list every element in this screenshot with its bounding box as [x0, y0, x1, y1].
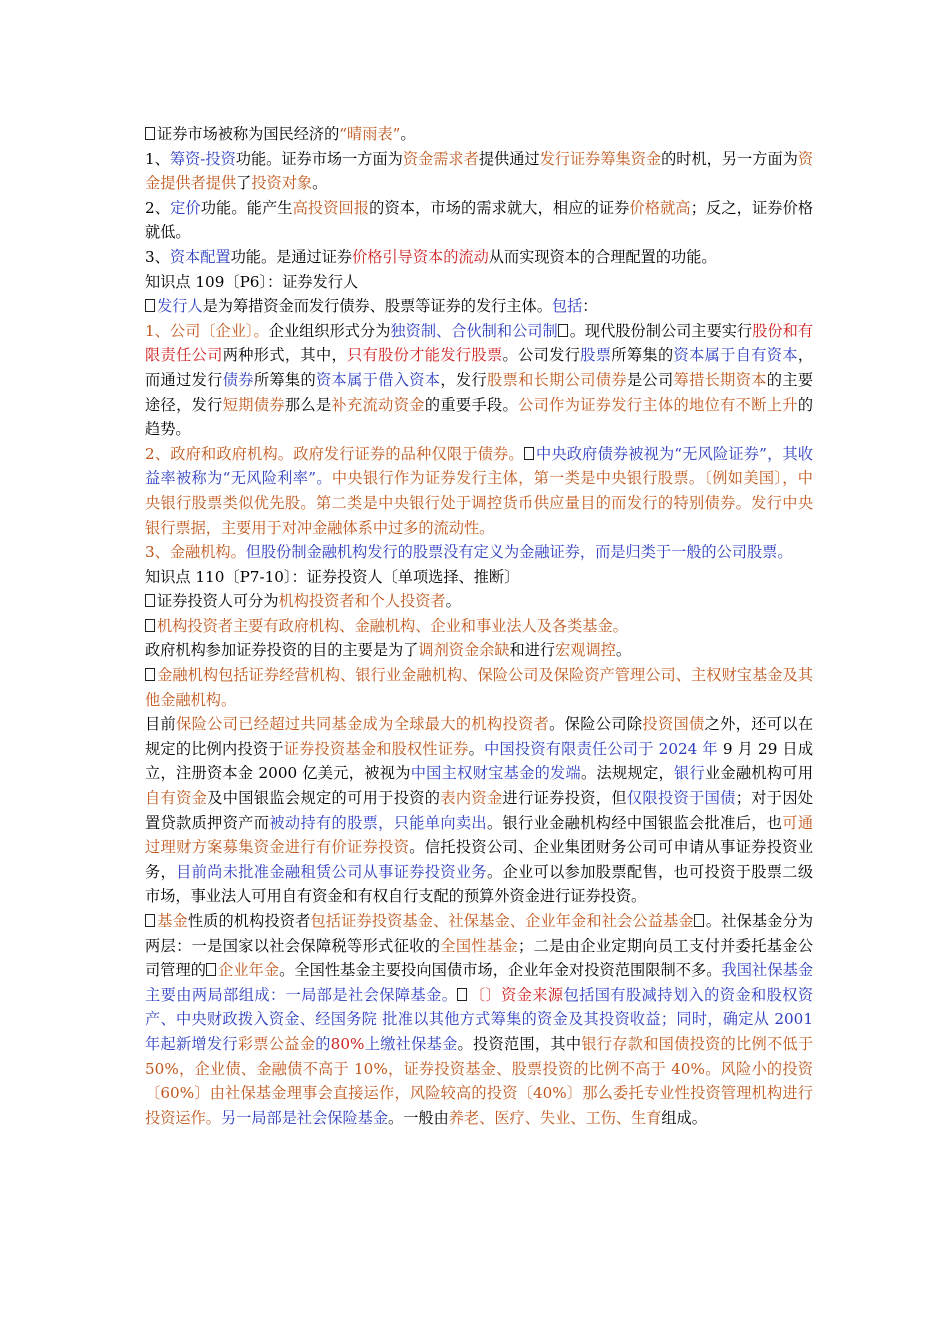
text-run: 机构投资者和个人投资者: [278, 592, 446, 611]
para-2: [145, 147, 813, 196]
text-run: 。: [569, 321, 585, 340]
text-run: 。银行业金融机构经中国银监会批准后，也: [486, 813, 783, 832]
text-run: 。企业可以参加股票配售，也可投资于股票二级市场，事业法人可用自有资金和有权自行支配的预算外资金进行证券投资。: [145, 862, 814, 906]
text-run: 证券投资基金和股权性证券: [283, 739, 469, 758]
text-run: 的主要途径，发行: [145, 370, 814, 414]
text-run: 是为筹措资金而发行债券、股票等证券的发行主体。: [202, 297, 552, 316]
text-run: 高投资回报: [292, 198, 370, 217]
checkbox-bullet-icon: [145, 668, 155, 681]
knowledge-point-110-heading: [145, 565, 813, 590]
text-run: 的趋势。: [145, 395, 814, 439]
para-11: [145, 589, 813, 614]
text-run: 补充流动资金: [331, 395, 425, 414]
text-run: 银行存款和国债投资的比例不低于 50%，企业债、金融债不高于 10%，证券投资基金、股票投资的比例不高于 40%。风险小的投资〔60%〕由社保基金理事会直接运作，风险较高的投资〔40%〕那么委托专业性投资管理机构进行投资运作。: [145, 1034, 814, 1127]
text-run: ：: [582, 297, 598, 316]
text-run: 。: [445, 592, 461, 611]
text-run: 金融机构包括证券经营机构、银行业金融机构、保险公司及保险资产管理公司、主权财宝基金及其他金融机构。: [145, 666, 813, 709]
text-run: 独资制、合伙制和公司制: [390, 321, 558, 340]
text-run: 。法规规定，: [581, 764, 674, 783]
text-run: 机构投资者主要有政府机构、金融机构、企业和事业法人及各类基金。: [157, 616, 628, 635]
text-run: 3、: [145, 247, 170, 266]
text-run: 提供通过: [478, 149, 540, 168]
text-run: 养老、医疗、失业、工伤、生育: [448, 1108, 662, 1127]
checkbox-bullet-icon: [145, 299, 155, 312]
knowledge-point-109-heading: [145, 270, 813, 295]
text-run: 的重要手段。: [424, 395, 519, 414]
para-14-text: [145, 666, 813, 709]
text-run: 但股份制金融机构发行的股票没有定义为金融证券，而是归类于一般的公司股票。: [245, 543, 793, 562]
para-16-text: [145, 912, 813, 1127]
checkbox-bullet-icon: [558, 324, 568, 337]
checkbox-bullet-icon: [145, 127, 155, 140]
text-run: 中国投资有限责任公司于 2024 年: [484, 739, 718, 758]
text-run: 功能。能产生: [200, 198, 293, 217]
para-3-text: [145, 199, 813, 242]
text-run: 债券: [222, 370, 254, 389]
text-run: 。: [468, 739, 485, 758]
text-run: ，发行: [440, 370, 487, 389]
para-8: [145, 442, 813, 540]
text-run: 所筹集的: [253, 370, 316, 389]
text-run: 。一般由: [388, 1108, 449, 1127]
text-run: 股票: [580, 346, 612, 365]
text-run: 9 月 29 日成立，注册资本金 2000 亿美元，被视为: [145, 739, 814, 783]
text-run: 发行人: [157, 297, 203, 316]
checkbox-bullet-icon: [145, 594, 155, 607]
checkbox-bullet-icon: [457, 988, 467, 1001]
text-run: 调剂资金余缺: [418, 641, 510, 660]
checkbox-bullet-icon: [524, 447, 534, 460]
text-run: 功能。证券市场一方面为: [235, 149, 403, 168]
text-run: ；对于因处置贷款质押资产而: [145, 789, 814, 832]
para-7-text: [145, 322, 813, 438]
text-run: 投资对象: [251, 174, 313, 193]
para-11-text: [157, 592, 461, 610]
text-run: 资金需求者: [402, 149, 479, 168]
text-run: ；反之，证券价格就低。: [145, 198, 814, 242]
text-run: 3、金融机构。: [145, 543, 246, 562]
text-run: 。投资范围，其中: [457, 1034, 582, 1053]
text-run: 定价: [170, 198, 201, 217]
text-run: 。公司发行: [502, 346, 581, 365]
text-run: 。保险公司除: [549, 715, 643, 734]
text-run: 资本属于借入资本: [316, 370, 441, 389]
text-run: 仅限投资于国债: [626, 789, 736, 808]
text-run: 价格引导资本的流动: [352, 247, 489, 266]
para-2-text: [145, 150, 813, 193]
text-run: 2、政府和政府机构。政府发行证券的品种仅限于债券。: [145, 444, 524, 463]
text-run: 股票和长期公司债券: [487, 370, 627, 389]
text-run: 社保基金分为两层：一是国家以社会保障税等形式征收的: [145, 912, 814, 955]
text-run: 上缴社保基金: [364, 1034, 458, 1053]
text-run: 中央政府债券被视为“无风险证券”，其收益率被称为“无风险利率”。: [145, 444, 813, 488]
text-run: 彩票公益金: [237, 1034, 316, 1053]
text-run: 所筹集的: [611, 346, 674, 365]
text-run: 筹措长期资本: [673, 370, 767, 389]
para-7: [145, 319, 813, 442]
para-1: [145, 122, 813, 147]
text-run: 中央银行作为证券发行主体，第一类是中央银行股票。〔例如美国〕，中央银行股票类似优先股。第二类是中央银行处于调控货币供应量目的而发行的特别债券。发行中央银行票据，主要用于对冲金融体系中过多的流动性。: [145, 469, 813, 537]
text-run: 及中国银监会规定的可用于投资的: [207, 789, 441, 808]
text-run: 的: [315, 1034, 331, 1053]
text-run: 目前: [145, 715, 177, 734]
text-run: 包括证券投资基金、社保基金、企业年金和社会公益基金: [310, 912, 694, 930]
text-run: 包括: [551, 297, 583, 316]
text-run: 之外，还可以在规定的比例内投资于: [145, 715, 814, 758]
para-3: [145, 196, 813, 245]
text-run: 资金提供者提供: [145, 149, 814, 193]
text-run: 基金: [157, 912, 188, 930]
text-run: 现代股份制公司主要实行: [584, 321, 753, 340]
text-run: 公司作为证券发行主体的地位有不断上升: [518, 395, 798, 414]
text-run: 保险公司已经超过共同基金成为全球最大的机构投资者: [176, 715, 550, 734]
text-run: 全国性基金: [440, 936, 519, 955]
para-16: [145, 909, 813, 1130]
text-run: 进行证券投资，但: [502, 789, 627, 808]
document-page: [145, 122, 813, 1130]
text-run: ，而通过发行: [145, 346, 814, 389]
para-6: [145, 294, 813, 319]
checkbox-bullet-icon: [206, 963, 216, 976]
para-8-text: [145, 445, 813, 537]
text-run: 的时机，另一方面为: [661, 149, 798, 168]
text-run: 那么是: [284, 395, 332, 414]
text-run: 另一局部是社会保险基金: [220, 1108, 388, 1127]
text-run: 资本配置: [169, 247, 231, 266]
text-run: 被动持有的股票，只能单向卖出: [269, 813, 487, 832]
text-run: 短期债券: [222, 395, 285, 414]
text-run: ；二是由企业定期向员工支付并委托基金公司管理的: [145, 936, 814, 980]
para-15: [145, 712, 813, 909]
text-run: 了: [236, 174, 252, 193]
para-4: [145, 245, 813, 270]
para-6-text: [157, 297, 597, 315]
text-run: 80%: [330, 1034, 365, 1053]
para-13-text: [145, 641, 631, 659]
text-run: 1、公司〔企业〕。: [145, 321, 269, 340]
text-run: 目前尚未批准金融租赁公司从事证券投资业务: [176, 862, 487, 881]
text-run: 自有资金: [145, 789, 208, 808]
text-run: 企业年金: [218, 961, 280, 980]
text-run: 。: [615, 641, 631, 660]
para-10-text: [145, 568, 519, 586]
para-5-text: [145, 273, 358, 291]
para-4-text: [145, 248, 717, 266]
text-run: 组成。: [661, 1108, 707, 1127]
para-1-text: [157, 125, 416, 143]
text-run: 银行: [673, 764, 705, 783]
text-run: 筹资-投资: [169, 149, 236, 168]
text-run: 股份和有限责任公司: [145, 321, 814, 365]
text-run: 性质的机构投资者: [187, 912, 311, 930]
text-run: 1、: [145, 149, 170, 168]
text-run: 宏观调控: [555, 641, 616, 660]
text-run: 。信托投资公司、企业集团财务公司可申请从事证券投资业务，: [145, 838, 814, 881]
text-run: 可通过理财方案募集资金进行有价证券投资: [145, 813, 814, 857]
text-run: 只有股份才能发行股票: [347, 346, 503, 365]
text-run: 包括国有股减持划入的资金和股权资产、中央财政拨入资金、经国务院 批准以其他方式筹集的资金及其投资收益；同时，确定从 2001 年起新增发行: [145, 985, 814, 1053]
text-run: 中国主权财宝基金的发端: [410, 764, 582, 783]
text-run: 政府机构参加证券投资的目的主要是为了: [145, 641, 419, 660]
text-run: 业金融机构可用: [704, 764, 814, 783]
text-run: 和进行: [509, 641, 556, 660]
para-15-text: [145, 715, 813, 905]
para-13: [145, 638, 813, 663]
text-run: 知识点 110〔P7-10〕：证券投资人〔单项选择、推断〕: [145, 567, 520, 586]
checkbox-bullet-icon: [145, 914, 155, 927]
text-run: 。: [400, 125, 416, 143]
text-run: 价格就高: [629, 198, 691, 217]
text-run: 〕资金来源: [485, 985, 564, 1004]
text-run: 。: [705, 912, 722, 930]
checkbox-bullet-icon: [145, 619, 155, 632]
text-run: 证券投资人可分为: [157, 592, 279, 611]
text-run: 。全国性基金主要投向国债市场，企业年金对投资范围限制不多。: [279, 961, 722, 980]
para-9-text: [145, 543, 793, 561]
text-run: 证券市场被称为国民经济的: [157, 125, 340, 143]
para-12-text: [157, 617, 628, 635]
text-run: 从而实现资本的合理配置的功能。: [488, 247, 717, 266]
text-run: 两种形式，其中，: [222, 346, 348, 365]
text-run: 功能。是通过证券: [230, 247, 353, 266]
text-run: 。: [312, 174, 328, 193]
text-run: 知识点 109〔P6〕：证券发行人: [145, 272, 359, 291]
text-run: “晴雨表”: [339, 125, 401, 143]
text-run: 发行证券筹集资金: [539, 149, 662, 168]
para-14: [145, 663, 813, 712]
para-9: [145, 540, 813, 565]
text-run: 表内资金: [440, 789, 503, 808]
text-run: 〔: [469, 985, 486, 1004]
text-run: 资本属于自有资本: [673, 346, 798, 365]
text-run: 2、: [145, 198, 171, 217]
text-run: 投资国债: [642, 715, 705, 734]
checkbox-bullet-icon: [694, 914, 704, 927]
para-12: [145, 614, 813, 639]
text-run: 我国社保基金主要由两局部组成：一局部是社会保障基金。: [145, 961, 814, 1004]
text-run: 的资本，市场的需求就大，相应的证券: [369, 198, 630, 217]
text-run: 是公司: [626, 370, 674, 389]
text-run: 企业组织形式分为: [268, 321, 391, 340]
